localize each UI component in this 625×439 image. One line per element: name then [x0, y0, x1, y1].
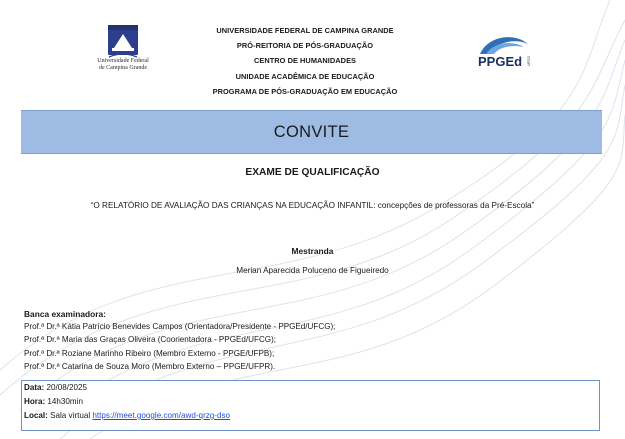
board-member: Prof.ª Dr.ª Maria das Graças Oliveira (Coorientadora - PPGEd/UFCG);	[24, 335, 277, 345]
ufcg-caption-line2: de Campina Grande	[99, 65, 147, 71]
student-name: Merian Aparecida Poluceno de Figueiredo	[236, 266, 389, 275]
place-label: Local:	[24, 411, 48, 420]
header-line-program: PROGRAMA DE PÓS-GRADUAÇÃO EM EDUCAÇÃO	[212, 86, 398, 96]
ufcg-logo	[92, 24, 154, 72]
header-line-center: CENTRO DE HUMANIDADES	[253, 56, 357, 66]
institution-header	[185, 23, 425, 99]
board-member: Prof.ª Dr.ª Kátia Patrício Benevides Campos (Orientadora/Presidente - PPGEd/UFCG);	[24, 322, 336, 331]
ppged-logo	[474, 30, 532, 72]
work-title: “O RELATÓRIO DE AVALIAÇÃO DAS CRIANÇAS NA EDUCAÇÃO INFANTIL: concepções de professoras da Pré-Escola”	[90, 201, 535, 210]
event-info-box	[21, 380, 600, 431]
student-label: Mestranda	[291, 246, 334, 256]
meeting-link[interactable]: https://meet.google.com/awd-qrzg-dso	[92, 411, 231, 420]
ppged-logo-subtext: UFCG	[527, 56, 531, 66]
date-row	[24, 383, 87, 392]
examining-board	[24, 309, 584, 374]
header-line-pro-rectory: PRÓ-REITORIA DE PÓS-GRADUAÇÃO	[236, 41, 374, 51]
date-label: Data:	[24, 383, 45, 392]
ufcg-emblem-icon	[105, 24, 141, 58]
place-value: Sala virtual	[50, 411, 91, 420]
time-row	[24, 397, 83, 406]
ppged-logo-text: PPGEd	[478, 54, 523, 69]
ppged-logo-icon	[474, 30, 532, 72]
header-line-university: UNIVERSIDADE FEDERAL DE CAMPINA GRANDE	[216, 26, 394, 35]
board-member: Prof.ª Dr.ª Roziane Marinho Ribeiro (Membro Externo - PPGE/UFPB);	[24, 348, 275, 358]
board-title: Banca examinadora:	[24, 309, 106, 319]
board-member: Prof.ª Dr.ª Catarina de Souza Moro (Membro Externo – PPGE/UFPR).	[24, 362, 276, 372]
convite-banner	[21, 110, 602, 154]
banner-title: CONVITE	[273, 122, 350, 141]
exam-title: EXAME DE QUALIFICAÇÃO	[245, 167, 380, 178]
time-label: Hora:	[24, 397, 46, 406]
date-value: 20/08/2025	[46, 383, 88, 392]
place-row	[24, 411, 230, 420]
time-value: 14h30min	[47, 397, 83, 406]
ufcg-caption-line1: Universidade Federal	[97, 58, 149, 64]
header-line-academic-unit: UNIDADE ACADÊMICA DE EDUCAÇÃO	[235, 71, 375, 81]
